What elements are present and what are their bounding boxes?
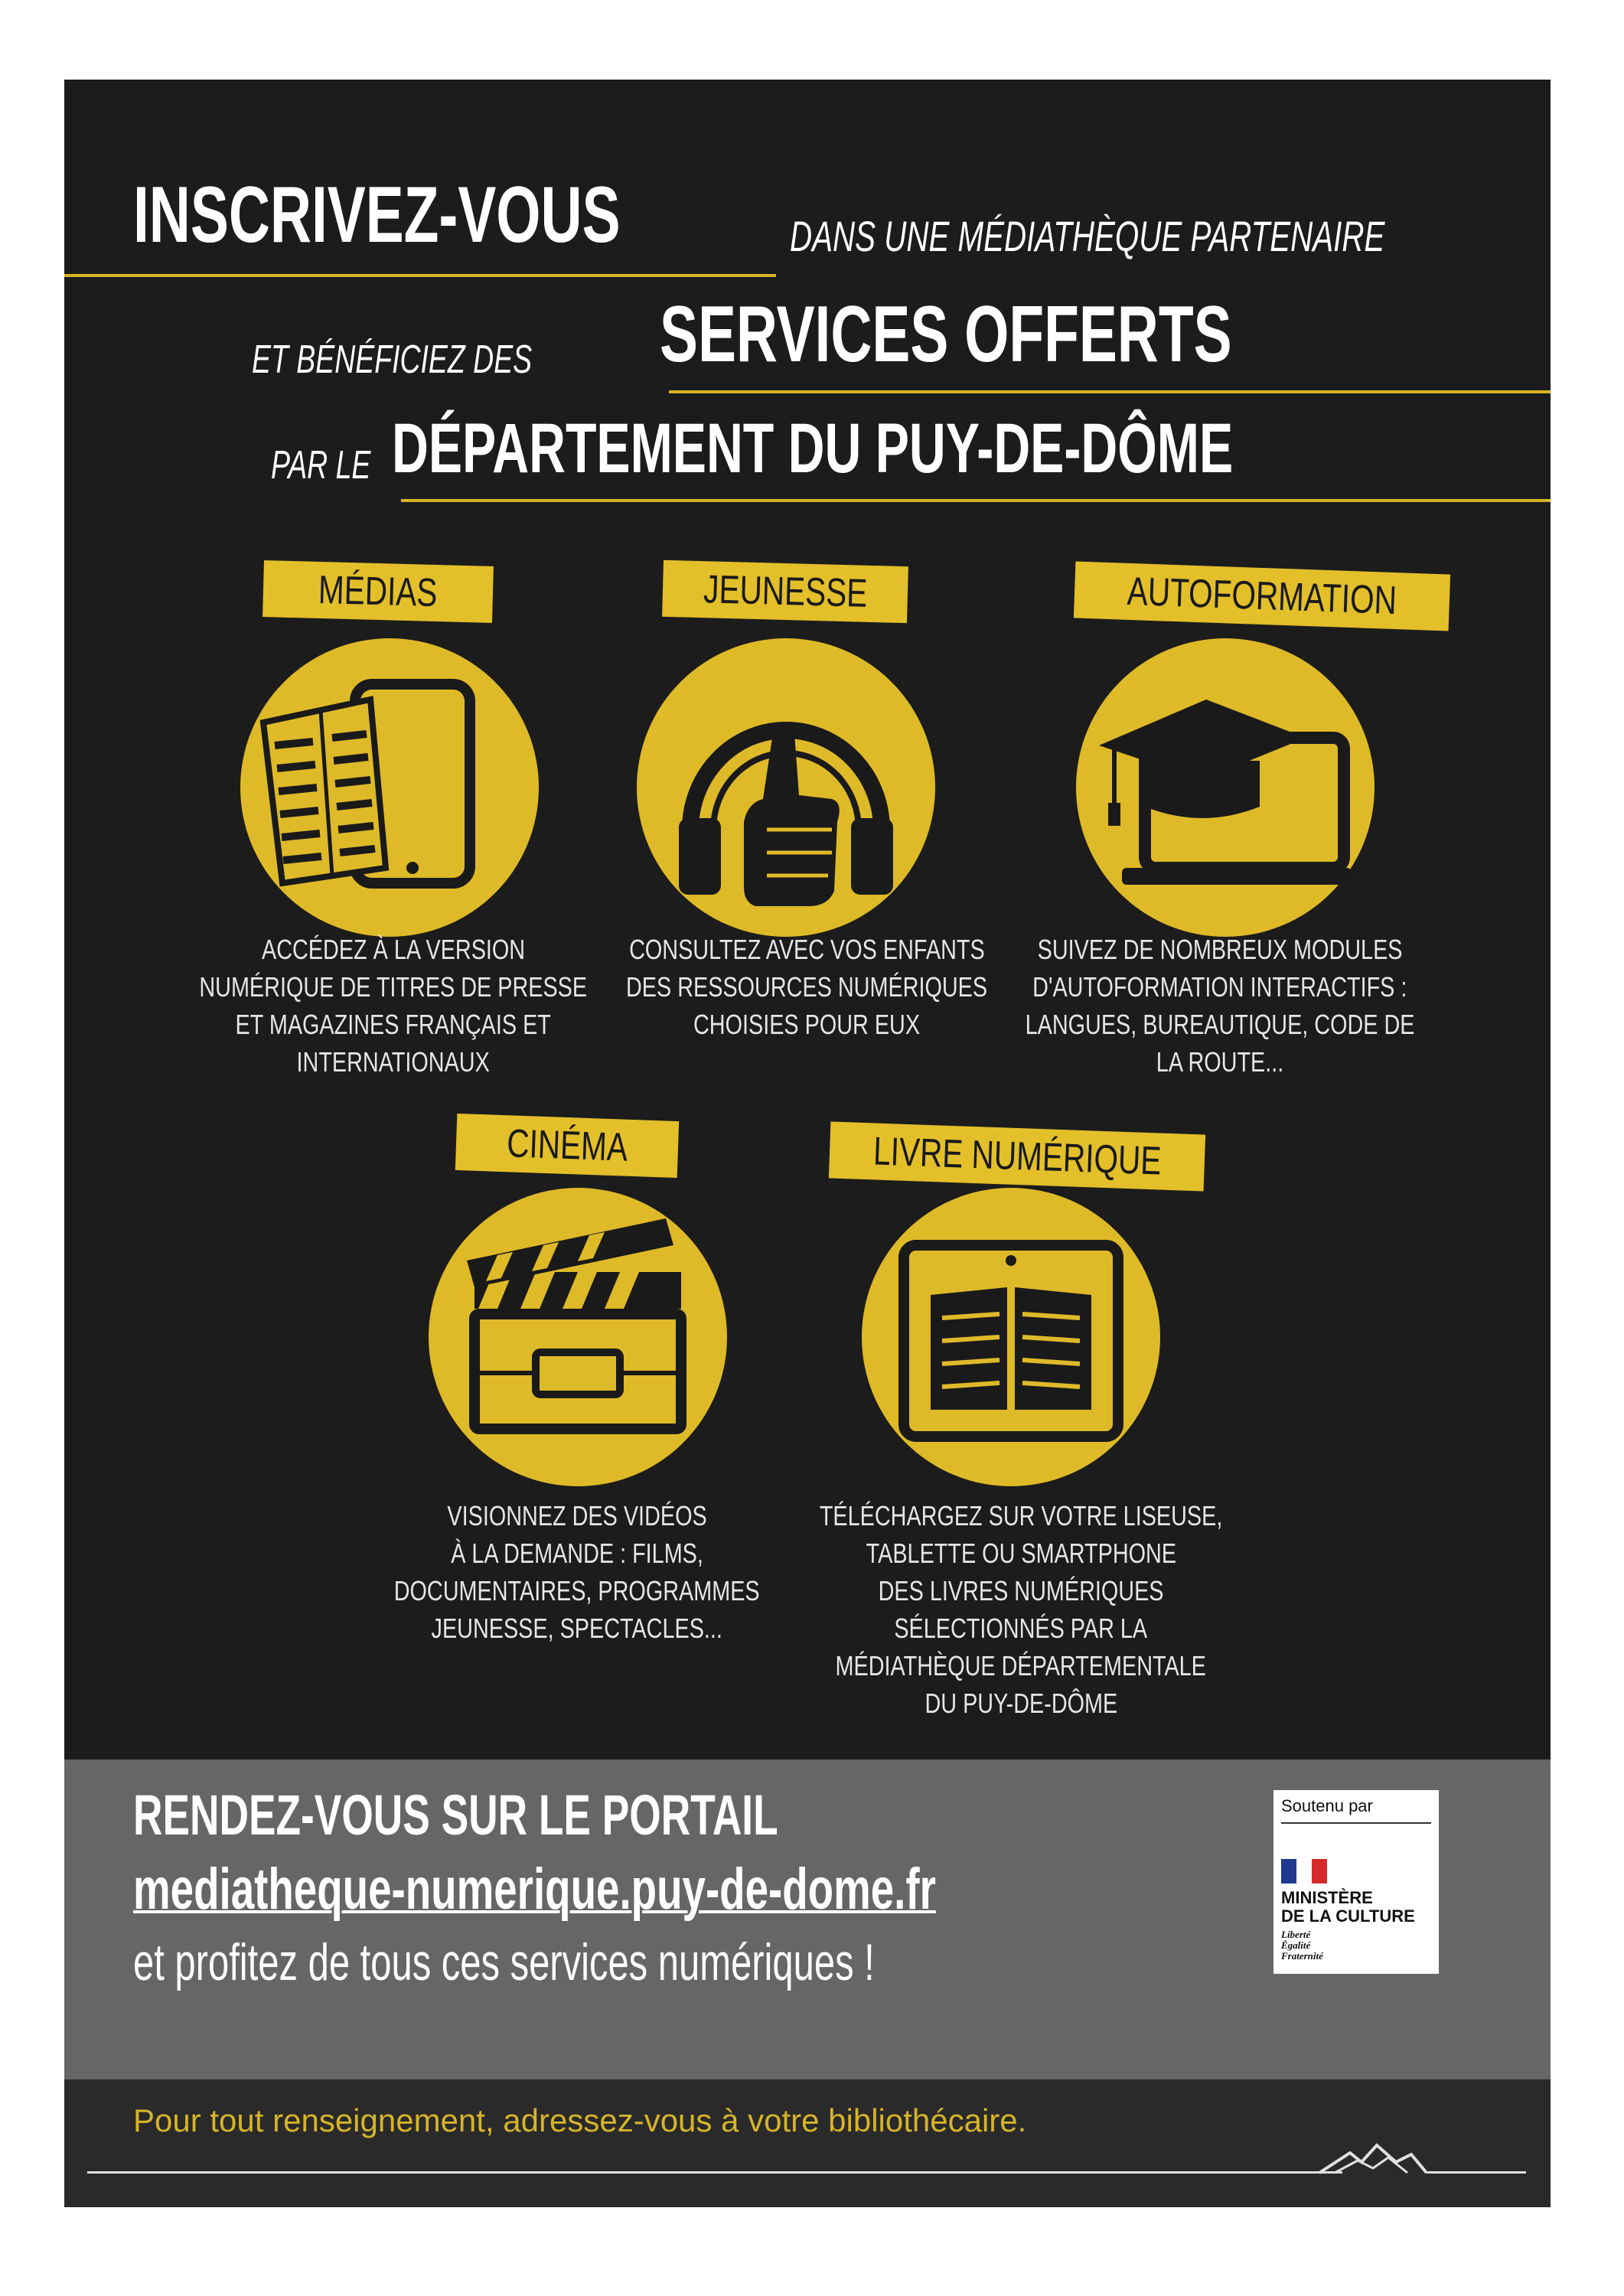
portal-url-link[interactable]: mediatheque-numerique.puy-de-dome.fr — [133, 1857, 936, 1922]
header-rule-2 — [669, 390, 1551, 393]
livre-numerique-circle — [862, 1188, 1160, 1486]
tag-jeunesse: JEUNESSE — [662, 560, 908, 623]
medias-description: ACCÉDEZ À LA VERSION NUMÉRIQUE DE TITRES DE PRESSE ET MAGAZINES FRANÇAIS ET INTERNATIONAUX — [199, 934, 588, 1078]
motto: Liberté Égalité Fraternité — [1281, 1929, 1323, 1962]
tag-cinema: CINÉMA — [455, 1114, 679, 1178]
newspaper-tablet-icon — [240, 638, 539, 937]
cinema-circle — [429, 1188, 727, 1486]
ministere-name-line2: DE LA CULTURE — [1281, 1906, 1415, 1926]
headline-line-3 — [392, 409, 1551, 489]
headline-departement: DÉPARTEMENT DU PUY-DE-DÔME — [392, 409, 1234, 488]
headline-line-2-small: ET BÉNÉFICIEZ DES — [252, 338, 533, 382]
headline-line-3-small: PAR LE — [271, 443, 371, 488]
info-text: Pour tout renseignement, adressez-vous à votre bibliothécaire. — [133, 2102, 1027, 2138]
sponsor-divider — [1281, 1822, 1431, 1824]
headphones-thumbs-up-icon — [637, 638, 935, 937]
marianne-logo-icon — [1281, 1859, 1327, 1883]
info-band — [64, 2079, 1551, 2207]
sponsor-box — [1273, 1790, 1439, 1974]
jeunesse-description: CONSULTEZ AVEC VOS ENFANTS DES RESSOURCES NUMÉRIQUES CHOISIES POUR EUX — [625, 934, 988, 1040]
headline-line-1 — [133, 170, 810, 261]
clapperboard-icon — [429, 1188, 727, 1486]
poster — [64, 80, 1551, 2207]
portal-subtitle: et profitez de tous ces services numériques ! — [133, 1933, 875, 1991]
tag-autoformation: AUTOFORMATION — [1074, 561, 1450, 631]
cinema-description: VISIONNEZ DES VIDÉOS À LA DEMANDE : FILMS, DOCUMENTAIRES, PROGRAMMES JEUNESSE, SPECTACLES... — [394, 1500, 760, 1644]
sponsor-label: Soutenu par — [1281, 1796, 1373, 1815]
header-rule-1 — [64, 274, 776, 277]
headline-inscrivez: INSCRIVEZ-VOUS — [133, 171, 621, 259]
headline-line-2 — [660, 289, 1454, 380]
autoformation-description: SUIVEZ DE NOMBREUX MODULES D'AUTOFORMATION INTERACTIFS : LANGUES, BUREAUTIQUE, CODE DE LA ROUTE... — [1025, 934, 1415, 1078]
footer-rule-end — [1427, 2171, 1526, 2174]
footer-rule — [87, 2171, 1342, 2174]
headline-services-offerts: SERVICES OFFERTS — [660, 290, 1232, 379]
jeunesse-circle — [637, 638, 935, 937]
portal-band — [64, 1760, 1551, 2079]
ministere-name-line1: MINISTÈRE — [1281, 1888, 1373, 1907]
livre-numerique-description: TÉLÉCHARGEZ SUR VOTRE LISEUSE, TABLETTE OU SMARTPHONE DES LIVRES NUMÉRIQUES SÉLECTIONNÉS PAR LA MÉDIATHÈQUE DÉPARTEMENTALE DU PUY-DE-DÔME — [819, 1500, 1223, 1719]
graduation-cap-laptop-icon — [1076, 638, 1375, 937]
tag-livre-numerique: LIVRE NUMÉRIQUE — [829, 1121, 1205, 1191]
portal-title: RENDEZ-VOUS SUR LE PORTAIL — [133, 1783, 778, 1847]
header-rule-3 — [401, 499, 1551, 502]
tag-medias: MÉDIAS — [263, 560, 494, 623]
mountain-logo-icon — [1319, 2138, 1427, 2183]
autoformation-circle — [1076, 638, 1375, 937]
medias-circle — [240, 638, 539, 937]
headline-line-1-small: DANS UNE MÉDIATHÈQUE PARTENAIRE — [790, 212, 1385, 260]
ebook-tablet-icon — [862, 1188, 1160, 1486]
